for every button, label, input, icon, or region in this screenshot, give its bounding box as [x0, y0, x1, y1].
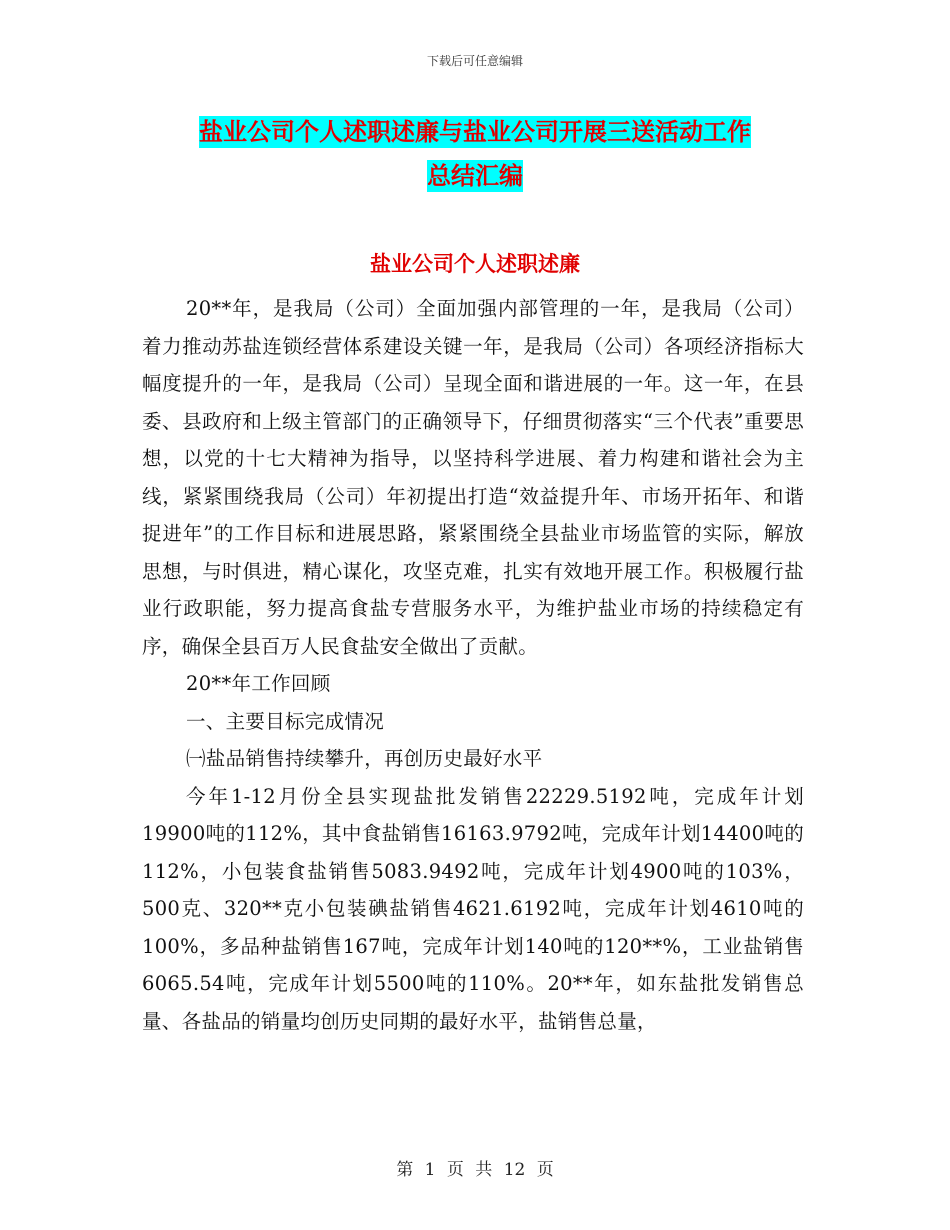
footer-page-label: 第 — [396, 1160, 414, 1180]
header-note: 下载后可任意编辑 — [426, 54, 523, 68]
paragraph-intro: 20**年，是我局（公司）全面加强内部管理的一年，是我局（公司）着力推动苏盐连锁经营体系建设关键一年，是我局（公司）各项经济指标大幅度提升的一年，是我局（公司）呈现全面和谐进展的一年。这一年，在县委、县政府和上级主管部门的正确领导下，仔细贯彻落实“三个代表”重要思想，以党的十七大精神为指导，以坚持科学进展、着力构建和谐社会为主线，紧紧围绕我局（公司）年初提出打造“效益提升年、市场开拓年、和谐捉进年”的工作目标和进展思路，紧紧围绕全县盐业市场监管的实际，解放思想，与时俱进，精心谋化，攻坚克难，扎实有效地开展工作。积极履行盐业行政职能，努力提高食盐专营服务水平，为维护盐业市场的持续稳定有序，确保全县百万人民食盐安全做出了贡献。 — [142, 297, 804, 658]
document-title-line-2: 总结汇编 — [427, 162, 523, 190]
document-title-line-1: 盐业公司个人述职述廉与盐业公司开展三送活动工作 — [199, 118, 751, 146]
paragraph-sales-details: 今年1-12月份全县实现盐批发销售22229.5192吨，完成年计划19900吨的112%，其中食盐销售16163.9792吨，完成年计划14400吨的112%，小包装食盐销售5083.9492吨，完成年计划4900吨的103%，500克、320**克小包装碘盐销售4621.6192吨，完成年计划4610吨的100%，多品种盐销售167吨，完成年计划140吨的120**%，工业盐销售6065.54吨，完成年计划5500吨的110%。20**年，如东盐批发销售总量、各盐品的销量均创历史同期的最好水平，盐销售总量， — [142, 784, 804, 1033]
paragraph-review-heading: 20**年工作回顾 — [186, 672, 331, 695]
body-text — [142, 290, 804, 1040]
document-title — [140, 110, 810, 198]
paragraph-targets-heading: 一、主要目标完成情况 — [186, 709, 385, 733]
footer-page-number: 1 — [424, 1160, 436, 1180]
paragraph-sales-subheading: ㈠盐品销售持续攀升，再创历史最好水平 — [186, 747, 543, 770]
footer-total-number: 12 — [503, 1160, 526, 1180]
section-title: 盐业公司个人述职述廉 — [370, 252, 580, 276]
footer-page-unit: 页 — [446, 1160, 464, 1180]
footer-total-unit: 页 — [536, 1160, 554, 1180]
footer-total-label: 共 — [475, 1160, 493, 1180]
page-footer — [0, 1155, 950, 1180]
